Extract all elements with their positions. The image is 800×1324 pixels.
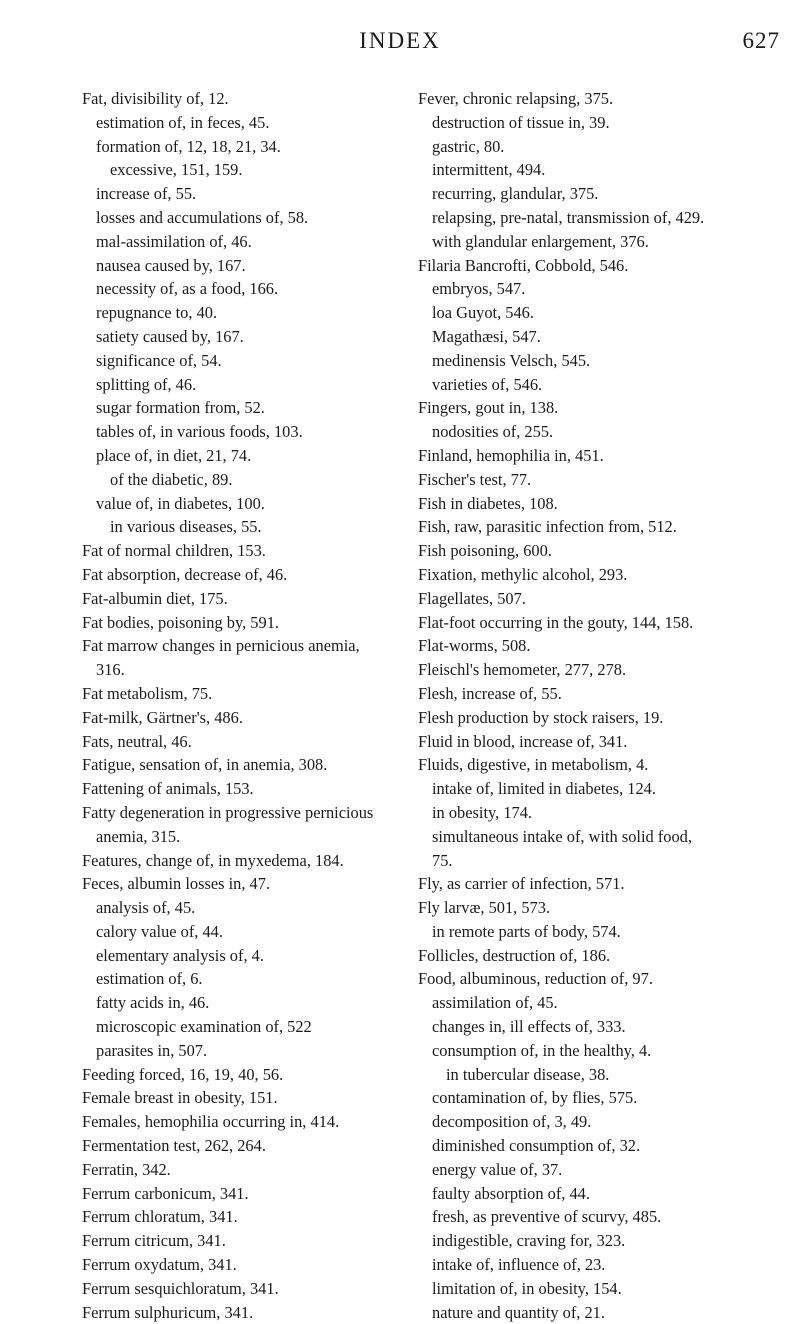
index-entry: Fat-albumin diet, 175. <box>82 588 228 608</box>
index-entry: Ferrum sulphuricum, 341. <box>82 1302 254 1322</box>
index-entry: Finland, hemophilia in, 451. <box>418 445 604 465</box>
index-entry: Fats, neutral, 46. <box>82 731 192 751</box>
index-entry: Fat metabolism, 75. <box>82 683 213 703</box>
page-title: INDEX <box>359 28 441 53</box>
index-entry: Fixation, methylic alcohol, 293. <box>418 564 628 584</box>
index-entry: Fluids, digestive, in metabolism, 4. <box>418 755 649 775</box>
index-subentry: relapsing, pre-natal, transmission of, 429. <box>432 207 705 227</box>
index-entry: Ferrum sesquichloratum, 341. <box>82 1278 279 1298</box>
index-subentry: in tubercular disease, 38. <box>446 1064 610 1084</box>
page-header <box>0 28 800 58</box>
index-entry: Fat of normal children, 153. <box>82 541 266 561</box>
page-number: 627 <box>742 28 780 53</box>
index-entry: Food, albuminous, reduction of, 97. <box>418 969 653 989</box>
index-subentry: fatty acids in, 46. <box>96 993 210 1013</box>
index-subentry: place of, in diet, 21, 74. <box>96 445 252 465</box>
index-subentry: in obesity, 174. <box>432 802 533 822</box>
index-subentry: contamination of, by flies, 575. <box>432 1088 638 1108</box>
index-subentry: significance of, 54. <box>96 350 222 370</box>
index-subentry: losses and accumulations of, 58. <box>96 207 309 227</box>
index-entry: Fly, as carrier of infection, 571. <box>418 874 625 894</box>
index-subentry: elementary analysis of, 4. <box>96 945 264 965</box>
index-entry-continuation: anemia, 315. <box>96 826 181 846</box>
index-entry: Ferrum chloratum, 341. <box>82 1207 238 1227</box>
index-subentry: calory value of, 44. <box>96 921 223 941</box>
index-entry: Feeding forced, 16, 19, 40, 56. <box>82 1064 284 1084</box>
index-subentry: indigestible, craving for, 323. <box>432 1231 626 1251</box>
left-index-column <box>82 87 400 1324</box>
index-entry: Flagellates, 507. <box>418 588 526 608</box>
index-entry: Flesh production by stock raisers, 19. <box>418 707 664 727</box>
index-subentry: estimation of, 6. <box>96 969 203 989</box>
index-entry: Ferrum oxydatum, 341. <box>82 1255 237 1275</box>
index-subentry: estimation of, in feces, 45. <box>96 112 270 132</box>
index-subentry: sugar formation from, 52. <box>96 398 265 418</box>
index-entry: Fat, divisibility of, 12. <box>82 89 229 108</box>
index-subentry: destruction of tissue in, 39. <box>432 112 610 132</box>
index-subentry: assimilation of, 45. <box>432 993 558 1013</box>
index-entry: Flat-worms, 508. <box>418 636 531 656</box>
index-subentry: tables of, in various foods, 103. <box>96 422 303 442</box>
index-entry: Fleischl's hemometer, 277, 278. <box>418 660 627 680</box>
index-subentry: formation of, 12, 18, 21, 34. <box>96 136 281 156</box>
index-entry: Fischer's test, 77. <box>418 469 532 489</box>
index-entry: Fluid in blood, increase of, 341. <box>418 731 628 751</box>
index-subentry: value of, in diabetes, 100. <box>96 493 265 513</box>
index-entry: Fingers, gout in, 138. <box>418 398 559 418</box>
index-subentry: simultaneous intake of, with solid food, <box>432 826 692 846</box>
index-subentry: Magathæsi, 547. <box>432 326 541 346</box>
index-subentry: nodosities of, 255. <box>432 422 554 442</box>
index-entry: Females, hemophilia occurring in, 414. <box>82 1112 340 1132</box>
index-subentry: mal-assimilation of, 46. <box>96 231 252 251</box>
index-entry-continuation: 316. <box>96 660 125 680</box>
index-subentry: nature and quantity of, 21. <box>432 1302 605 1322</box>
index-subentry: nausea caused by, 167. <box>96 255 246 275</box>
index-subentry: recurring, glandular, 375. <box>432 184 599 204</box>
index-subentry: gastric, 80. <box>432 136 505 156</box>
index-entry: Fly larvæ, 501, 573. <box>418 898 551 918</box>
index-subentry: with glandular enlargement, 376. <box>432 231 649 251</box>
index-subentry: intake of, influence of, 23. <box>432 1255 606 1275</box>
index-entry: Flat-foot occurring in the gouty, 144, 158. <box>418 612 694 632</box>
index-entry: Fat absorption, decrease of, 46. <box>82 564 288 584</box>
index-subentry: analysis of, 45. <box>96 898 196 918</box>
index-entry: Fish in diabetes, 108. <box>418 493 558 513</box>
index-subentry: necessity of, as a food, 166. <box>96 279 279 299</box>
index-entry-continuation: 75. <box>432 850 453 870</box>
index-subentry: changes in, ill effects of, 333. <box>432 1017 626 1037</box>
index-entry: Ferrum citricum, 341. <box>82 1231 226 1251</box>
index-entry: Fat-milk, Gärtner's, 486. <box>82 707 243 727</box>
index-subentry: loa Guyot, 546. <box>432 303 534 323</box>
index-subentry: in various diseases, 55. <box>110 517 262 537</box>
index-subentry: diminished consumption of, 32. <box>432 1136 641 1156</box>
index-entry: Flesh, increase of, 55. <box>418 683 562 703</box>
index-entry: Fever, chronic relapsing, 375. <box>418 89 614 108</box>
index-subentry: microscopic examination of, 522 <box>96 1017 312 1037</box>
index-entry: Fish poisoning, 600. <box>418 541 552 561</box>
index-subentry: consumption of, in the healthy, 4. <box>432 1040 652 1060</box>
index-subentry: limitation of, in obesity, 154. <box>432 1278 622 1298</box>
index-subentry: of the diabetic, 89. <box>110 469 233 489</box>
index-entry: Filaria Bancrofti, Cobbold, 546. <box>418 255 629 275</box>
index-subentry: medinensis Velsch, 545. <box>432 350 591 370</box>
index-subentry: embryos, 547. <box>432 279 526 299</box>
index-subentry: parasites in, 507. <box>96 1040 208 1060</box>
index-entry: Ferrum carbonicum, 341. <box>82 1183 249 1203</box>
index-subentry: in remote parts of body, 574. <box>432 921 621 941</box>
index-subentry: satiety caused by, 167. <box>96 326 244 346</box>
index-subentry: splitting of, 46. <box>96 374 197 394</box>
right-index-column <box>418 87 778 1324</box>
index-entry: Fermentation test, 262, 264. <box>82 1136 266 1156</box>
index-entry: Female breast in obesity, 151. <box>82 1088 278 1108</box>
index-entry: Feces, albumin losses in, 47. <box>82 874 271 894</box>
index-entry: Fat bodies, poisoning by, 591. <box>82 612 279 632</box>
index-subentry: decomposition of, 3, 49. <box>432 1112 592 1132</box>
index-entry: Features, change of, in myxedema, 184. <box>82 850 344 870</box>
index-entry: Fatty degeneration in progressive pernicious <box>82 802 374 822</box>
index-entry: Follicles, destruction of, 186. <box>418 945 611 965</box>
index-entry: Fish, raw, parasitic infection from, 512. <box>418 517 677 537</box>
index-subentry: fresh, as preventive of scurvy, 485. <box>432 1207 662 1227</box>
index-subentry: intermittent, 494. <box>432 160 546 180</box>
index-subentry: excessive, 151, 159. <box>110 160 243 180</box>
index-entry: Fatigue, sensation of, in anemia, 308. <box>82 755 328 775</box>
index-entry: Fattening of animals, 153. <box>82 779 254 799</box>
index-subentry: energy value of, 37. <box>432 1159 563 1179</box>
index-entry: Ferratin, 342. <box>82 1159 171 1179</box>
index-entry: Fat marrow changes in pernicious anemia, <box>82 636 360 656</box>
index-subentry: varieties of, 546. <box>432 374 543 394</box>
index-subentry: increase of, 55. <box>96 184 197 204</box>
index-subentry: intake of, limited in diabetes, 124. <box>432 779 656 799</box>
index-subentry: faulty absorption of, 44. <box>432 1183 590 1203</box>
index-subentry: repugnance to, 40. <box>96 303 218 323</box>
